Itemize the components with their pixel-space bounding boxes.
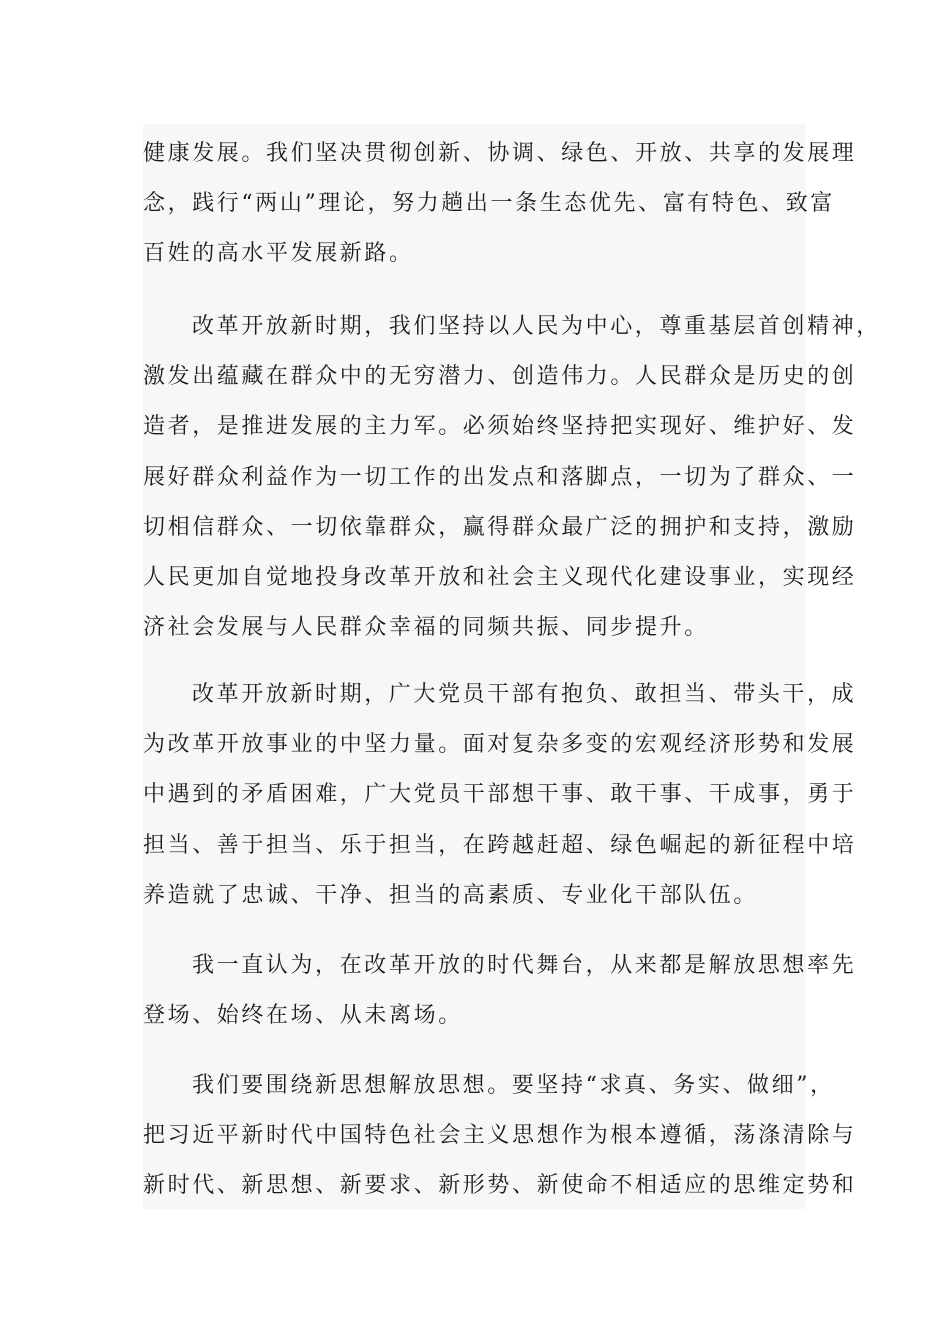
paragraph-2 bbox=[143, 302, 881, 653]
text-line: 济社会发展与人民群众幸福的同频共振、同步提升。 bbox=[143, 615, 709, 641]
text-line: 念，践行“两山”理论，努力趟出一条生态优先、富有特色、致富 bbox=[143, 191, 835, 217]
text-line: 养造就了忠诚、干净、担当的高素质、专业化干部队伍。 bbox=[143, 882, 759, 908]
paragraph-3 bbox=[143, 670, 857, 921]
text-line: 健康发展。我们坚决贯彻创新、协调、绿色、开放、共享的发展理 bbox=[143, 141, 857, 166]
text-line: 改革开放新时期，广大党员干部有抱负、敢担当、带头干，成 bbox=[192, 682, 857, 707]
paragraph-5 bbox=[143, 1061, 857, 1212]
text-line: 激发出蕴藏在群众中的无穷潜力、创造伟力。人民群众是历史的创 bbox=[143, 364, 857, 390]
text-line: 人民更加自觉地投身改革开放和社会主义现代化建设事业，实现经 bbox=[143, 565, 857, 591]
text-line: 中遇到的矛盾困难，广大党员干部想干事、敢干事、干成事，勇于 bbox=[143, 782, 857, 808]
text-line: 展好群众利益作为一切工作的出发点和落脚点，一切为了群众、一 bbox=[143, 464, 857, 490]
text-line: 把习近平新时代中国特色社会主义思想作为根本遵循，荡涤清除与 bbox=[143, 1123, 857, 1149]
document-text-block bbox=[143, 124, 881, 1209]
text-line: 担当、善于担当、乐于担当，在跨越赶超、绿色崛起的新征程中培 bbox=[143, 832, 857, 858]
text-line: 改革开放新时期，我们坚持以人民为中心，尊重基层首创精神， bbox=[192, 314, 881, 339]
text-line: 新时代、新思想、新要求、新形势、新使命不相适应的思维定势和 bbox=[143, 1173, 857, 1199]
text-line: 造者，是推进发展的主力军。必须始终坚持把实现好、维护好、发 bbox=[143, 414, 857, 440]
paragraph-4 bbox=[143, 941, 857, 1041]
text-line: 我们要围绕新思想解放思想。要坚持“求真、务实、做细”， bbox=[192, 1073, 835, 1098]
text-line: 切相信群众、一切依靠群众，赢得群众最广泛的拥护和支持，激励 bbox=[143, 514, 857, 540]
text-line: 我一直认为，在改革开放的时代舞台，从来都是解放思想率先 bbox=[192, 953, 857, 978]
text-line: 登场、始终在场、从未离场。 bbox=[143, 1003, 463, 1029]
text-line: 为改革开放事业的中坚力量。面对复杂多变的宏观经济形势和发展 bbox=[143, 732, 857, 758]
text-line: 百姓的高水平发展新路。 bbox=[143, 241, 414, 267]
paragraph-1 bbox=[143, 129, 857, 280]
